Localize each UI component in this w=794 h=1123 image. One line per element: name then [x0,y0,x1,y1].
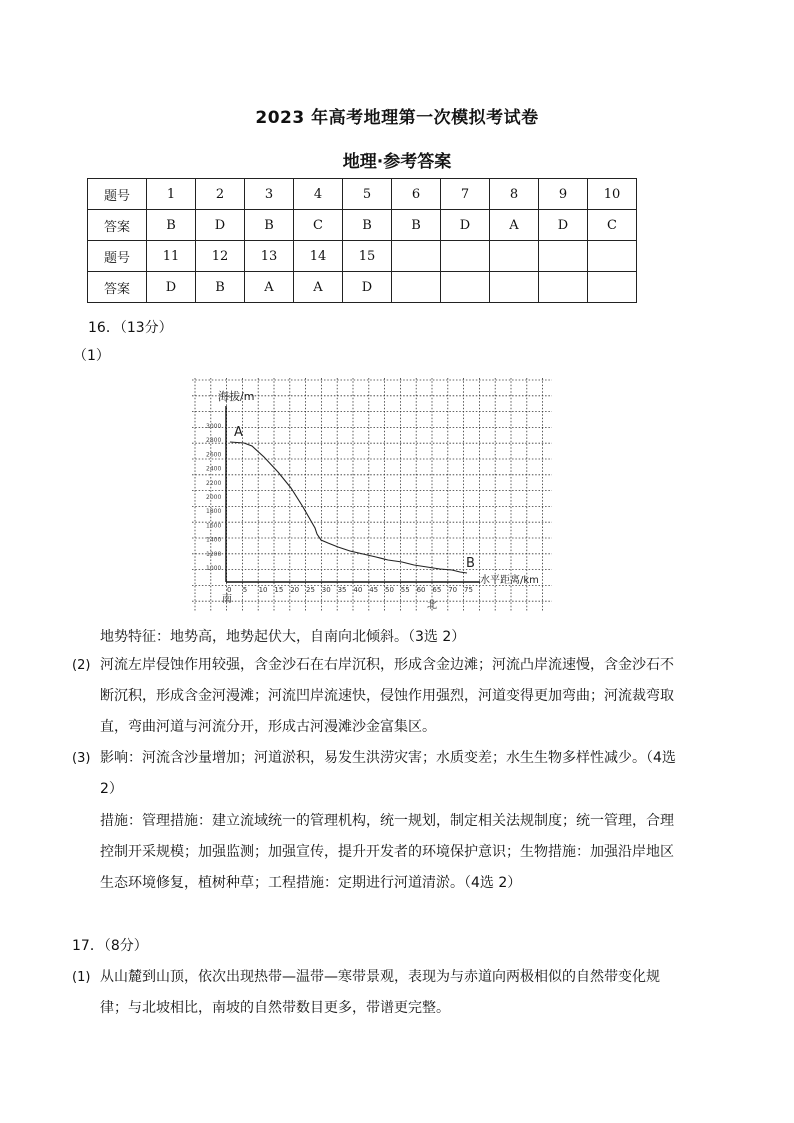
table-row [88,179,637,210]
x-tick-label: 60 [416,586,426,594]
x-tick-label: 20 [290,586,300,594]
elevation-profile-graph [190,376,555,614]
answer-cell: D [196,210,245,241]
answer-cell: 5 [343,179,392,210]
exam-title: 2023 年高考地理第一次模拟考试卷 [255,108,539,128]
answer-cell: B [147,210,196,241]
answer-cell [539,241,588,272]
answer-cell: B [245,210,294,241]
y-tick-label: 2400 [206,465,222,473]
answer-cell [392,241,441,272]
y-tick-label: 1200 [206,550,222,558]
answer-cell: 15 [343,241,392,272]
question-16-heading: 16．（13分） [88,320,173,336]
x-tick-labels [227,586,473,594]
x-tick-label: 55 [400,586,410,594]
y-tick-label: 2800 [206,437,222,445]
answer-cell: D [343,272,392,303]
answer-cell: 12 [196,241,245,272]
answer-cell: D [147,272,196,303]
answer-cell: 13 [245,241,294,272]
answer-cell [441,241,490,272]
q17-part1-text: 从山麓到山顶，依次出现热带—温带—寒带景观，表现为与赤道向两极相似的自然带变化规律；与北坡相比，南坡的自然带数目更多，带谱更完整。 [100,969,660,1016]
x-tick-label: 70 [448,586,458,594]
question-16-part1-label: （1） [73,348,110,364]
answer-cell: C [294,210,343,241]
profile-line [230,442,467,573]
answer-cell: 3 [245,179,294,210]
answer-cell [539,272,588,303]
y-axis-label: 海拔/m [218,390,255,403]
table-row [88,210,637,241]
answer-cell [490,241,539,272]
answer-cell [490,272,539,303]
answer-cell: 1 [147,179,196,210]
x-tick-label: 65 [432,586,442,594]
answer-cell: C [588,210,637,241]
answer-cell: B [196,272,245,303]
answer-cell: 7 [441,179,490,210]
y-tick-labels [206,423,221,572]
part3-influence: 影响：河流含沙量增加；河道淤积，易发生洪涝灾害；水质变差；水生生物多样性减少。（4选 2） [100,750,676,797]
y-tick-label: 1400 [206,536,222,544]
y-tick-label: 1800 [206,508,222,516]
x-tick-label: 75 [464,586,473,594]
answer-cell: A [490,210,539,241]
answer-cell: 4 [294,179,343,210]
y-tick-label: 2000 [206,494,222,501]
answer-cell: D [539,210,588,241]
south-label: 南 [222,594,232,605]
answer-cell: 8 [490,179,539,210]
y-tick-label: 2600 [206,451,222,459]
answer-cell [441,272,490,303]
x-tick-label: 15 [274,586,284,594]
answer-cell: 9 [539,179,588,210]
row-header-cell: 答案 [88,210,147,241]
row-header-cell: 题号 [88,179,147,210]
x-tick-label: 0 [227,586,232,594]
answer-cell [392,272,441,303]
x-tick-label: 45 [369,586,379,594]
row-header-cell: 答案 [88,272,147,303]
q17-part1-number: (1) [72,970,91,985]
part2-text: 河流左岸侵蚀作用较强，含金沙石在右岸沉积，形成含金边滩；河流凸岸流速慢，含金沙石不断沉积，形成含金河漫滩；河流凹岸流速快，侵蚀作用强烈，河道变得更加弯曲；河流裁弯取直，弯曲河道与河流分开，形成古河漫滩沙金富集区。 [100,657,674,735]
answer-cell: B [392,210,441,241]
answer-cell [588,272,637,303]
answer-cell: 10 [588,179,637,210]
north-label: 北 [427,600,437,611]
point-a-label: A [234,425,243,440]
answer-cell: 2 [196,179,245,210]
answer-cell: D [441,210,490,241]
question-17-heading: 17．（8分） [72,938,148,954]
x-tick-label: 25 [306,586,315,594]
y-tick-label: 2200 [206,479,222,487]
x-tick-label: 10 [258,586,268,594]
part3-number: (3) [72,751,91,766]
table-row [88,241,637,272]
x-tick-label: 40 [353,586,363,594]
answer-cell: 11 [147,241,196,272]
y-tick-label: 1600 [206,522,222,530]
answer-table [87,178,637,303]
answer-cell [588,241,637,272]
answer-cell: 14 [294,241,343,272]
answer-cell: A [245,272,294,303]
y-tick-label: 1000 [206,565,222,572]
row-header-cell: 题号 [88,241,147,272]
y-tick-label: 3000 [206,423,222,430]
answer-cell: 6 [392,179,441,210]
x-axis-label: 水平距离/km [480,575,539,586]
table-row [88,272,637,303]
x-tick-label: 35 [337,586,347,594]
answer-cell: B [343,210,392,241]
answer-subtitle: 地理·参考答案 [342,152,452,172]
part3-measures: 措施：管理措施：建立流域统一的管理机构，统一规划，制定相关法规制度；统一管理，合理控制开采规模；加强监测；加强宣传，提升开发者的环境保护意识；生物措施：加强沿岸地区生态环境修复，植树种草；工程措施：定期进行河道清淤。（4选 2） [100,813,674,891]
x-tick-label: 5 [242,586,248,594]
terrain-feature: 地势特征：地势高，地势起伏大，自南向北倾斜。（3选 2） [100,629,466,645]
part2-number: (2) [72,658,91,673]
x-tick-label: 30 [321,586,331,594]
point-b-label: B [466,556,475,571]
x-tick-label: 50 [385,586,394,594]
answer-cell: A [294,272,343,303]
